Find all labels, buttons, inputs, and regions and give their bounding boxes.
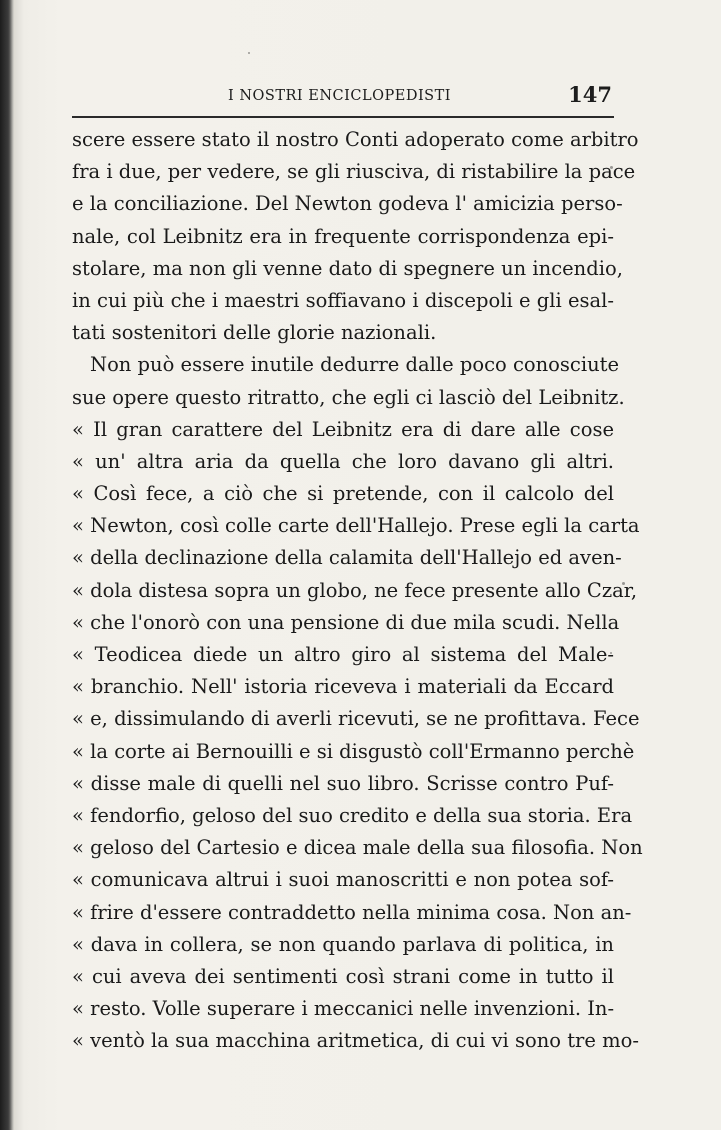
text-line: « frire d'essere contraddetto nella minima cosa. Non an-: [72, 900, 632, 924]
text-line: Non può essere inutile dedurre dalle poco conosciute: [90, 353, 620, 377]
running-title: I NOSTRI ENCICLOPEDISTI: [228, 88, 452, 104]
text-line: « ventò la sua macchina aritmetica, di cui vi sono tre mo-: [72, 1029, 639, 1053]
paper-speck: [248, 52, 250, 54]
text-line: « la corte ai Bernouilli e si disgustò coll'Ermanno perchè: [72, 739, 635, 763]
text-line: stolare, ma non gli venne dato di spegnere un incendio,: [72, 256, 623, 280]
text-line: in cui più che i maestri soffiavano i discepoli e gli esal-: [72, 288, 614, 312]
text-line: « Newton, così colle carte dell'Hallejo. Prese egli la carta: [72, 514, 640, 538]
text-line: « disse male di quelli nel suo libro. Scrisse contro Puf-: [72, 771, 614, 795]
text-line: « cui aveva dei sentimenti così strani come in tutto il: [72, 964, 614, 988]
running-head: [72, 84, 614, 108]
text-line: « branchio. Nell' istoria riceveva i materiali da Eccard: [72, 675, 614, 699]
text-line: « Il gran carattere del Leibnitz era di dare alle cose: [72, 417, 614, 441]
text-line: « e, dissimulando di averli ricevuti, se ne profittava. Fece: [72, 707, 640, 731]
text-line: « comunicava altrui i suoi manoscritti e non potea sof-: [72, 868, 614, 892]
text-line: « resto. Volle superare i meccanici nelle invenzioni. In-: [72, 997, 615, 1021]
text-line: « un' altra aria da quella che loro davano gli altri.: [72, 449, 614, 473]
text-line: « Teodicea diede un altro giro al sistema del Male-: [72, 643, 614, 666]
text-line: fra i due, per vedere, se gli riusciva, di ristabilire la pace: [72, 160, 636, 184]
text-line: « fendorfio, geloso del suo credito e della sua storia. Era: [72, 803, 633, 827]
paper-speck: [610, 652, 612, 654]
text-line: « della declinazione della calamita dell'Hallejo ed aven-: [72, 546, 622, 570]
text-line: tati sostenitori delle glorie nazionali.: [72, 321, 437, 345]
paper-speck: [622, 582, 625, 585]
text-line: « dola distesa sopra un globo, ne fece presente allo Czar,: [72, 578, 638, 602]
header-rule: [72, 116, 614, 118]
text-line: scere essere stato il nostro Conti adoperato come arbitro: [72, 128, 639, 151]
page-number: 147: [568, 82, 612, 107]
text-line: « geloso del Cartesio e dicea male della sua filosofia. Non: [72, 836, 643, 860]
text-line: « dava in collera, se non quando parlava di politica, in: [72, 932, 614, 956]
text-line: « che l'onorò con una pensione di due mila scudi. Nella: [72, 610, 620, 634]
text-line: nale, col Leibnitz era in frequente corrispondenza epi-: [72, 224, 614, 248]
text-line: e la conciliazione. Del Newton godeva l' amicizia perso-: [72, 192, 623, 216]
book-spine-shadow: [0, 0, 14, 1130]
text-line: « Così fece, a ciò che si pretende, con il calcolo del: [72, 482, 614, 506]
paper-speck: [610, 166, 613, 169]
body-text: [72, 124, 643, 1057]
text-line: sue opere questo ritratto, che egli ci lasciò del Leibnitz.: [72, 385, 625, 409]
